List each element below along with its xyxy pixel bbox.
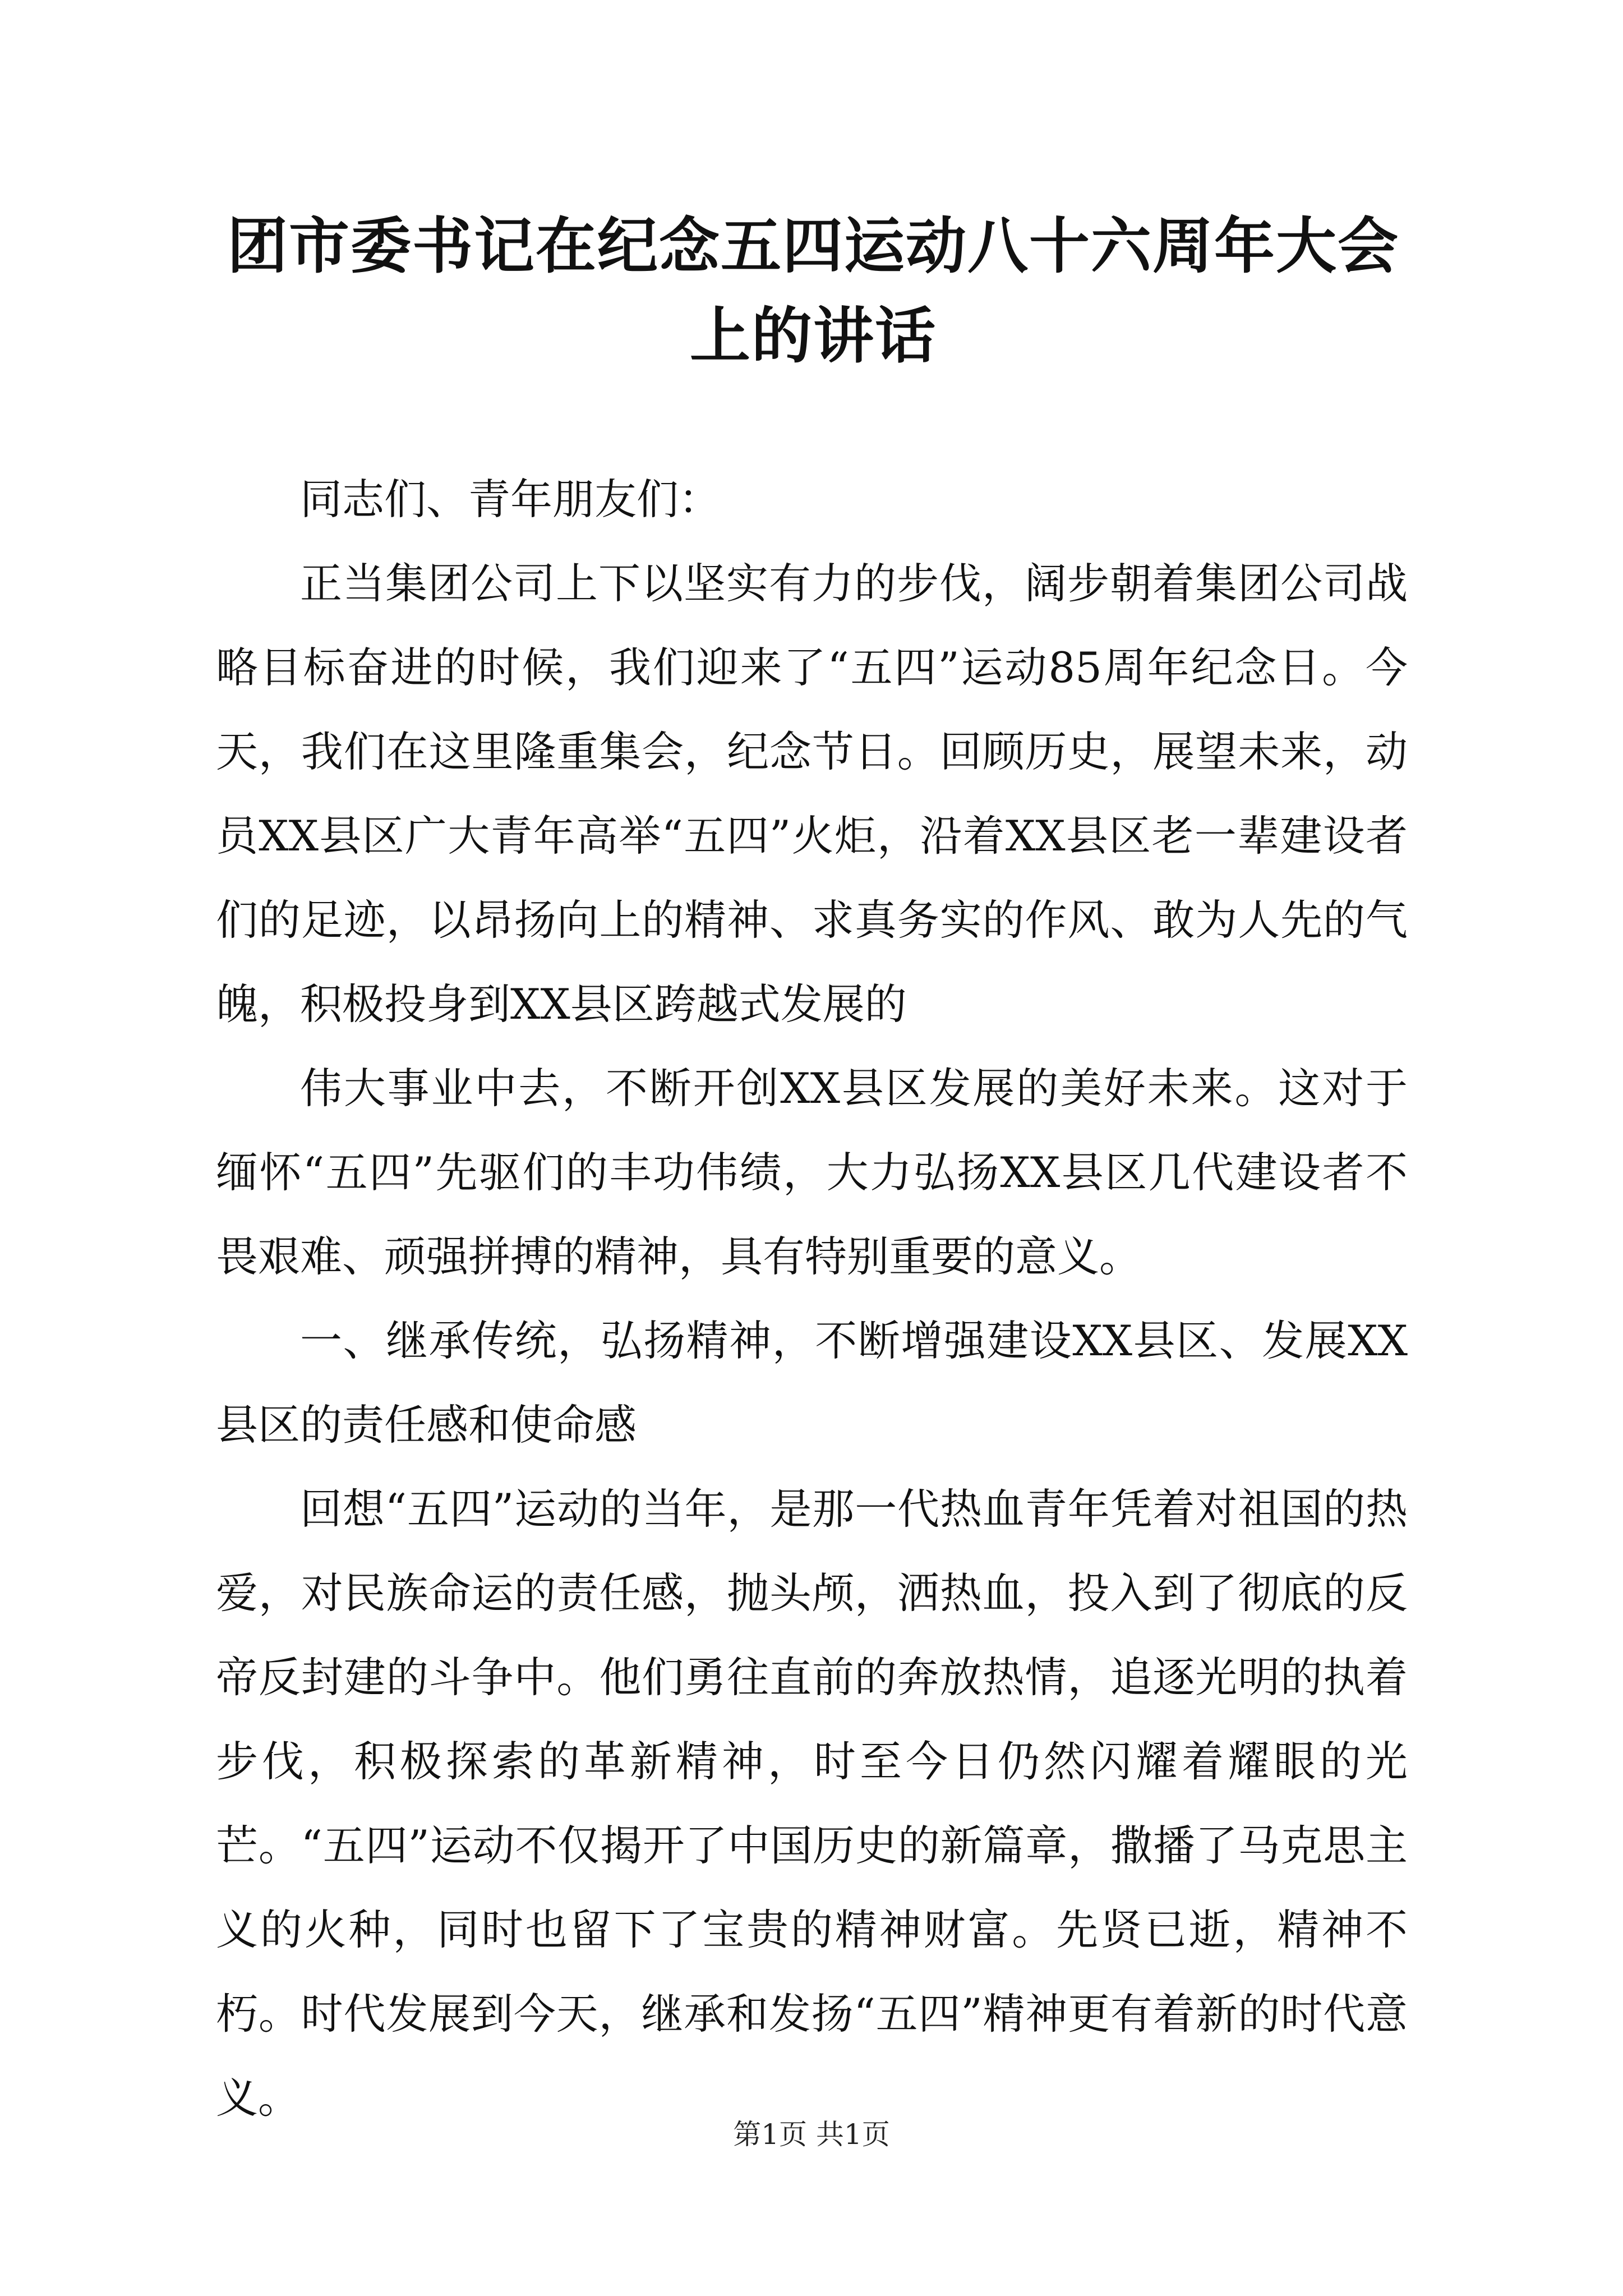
section-heading-1: 一、继承传统，弘扬精神，不断增强建设XX县区、发展XX县区的责任感和使命感 bbox=[216, 1316, 1408, 1450]
paragraph-continuation: 伟大事业中去，不断开创XX县区发展的美好未来。这对于缅怀“五四”先驱们的丰功伟绩，大力弘扬XX县区几代建设者不畏艰难、顽强拼搏的精神，具有特别重要的意义。 bbox=[216, 1064, 1408, 1281]
paragraph-recollection: 回想“五四”运动的当年，是那一代热血青年凭着对祖国的热爱，对民族命运的责任感，抛头颅，洒热血，投入到了彻底的反帝反封建的斗争中。他们勇往直前的奔放热情，追逐光明的执着步伐，积极探索的革新精神，时至今日仍然闪耀着耀眼的光芒。“五四”运动不仅揭开了中国历史的新篇章，撒播了马克思主义的火种，同时也留下了宝贵的精神财富。先贤已逝，精神不朽。时代发展到今天，继承和发扬“五四”精神更有着新的时代意义。 bbox=[216, 1484, 1408, 2123]
document-body bbox=[216, 457, 1408, 2140]
page-footer: 第1页 共1页 bbox=[733, 2118, 890, 2151]
document-title: 团市委书记在纪念五四运动八十六周年大会上的讲话 bbox=[227, 211, 1399, 371]
paragraph-intro: 正当集团公司上下以坚实有力的步伐，阔步朝着集团公司战略目标奋进的时候，我们迎来了“五四”运动85周年纪念日。今天，我们在这里隆重集会，纪念节日。回顾历史，展望未来，动员XX县区广大青年高举“五四”火炬，沿着XX县区老一辈建设者们的足迹，以昂扬向上的精神、求真务实的作风、敢为人先的气魄，积极投身到XX县区跨越式发展的 bbox=[216, 559, 1408, 1029]
paragraph-salutation: 同志们、青年朋友们： bbox=[300, 475, 721, 524]
